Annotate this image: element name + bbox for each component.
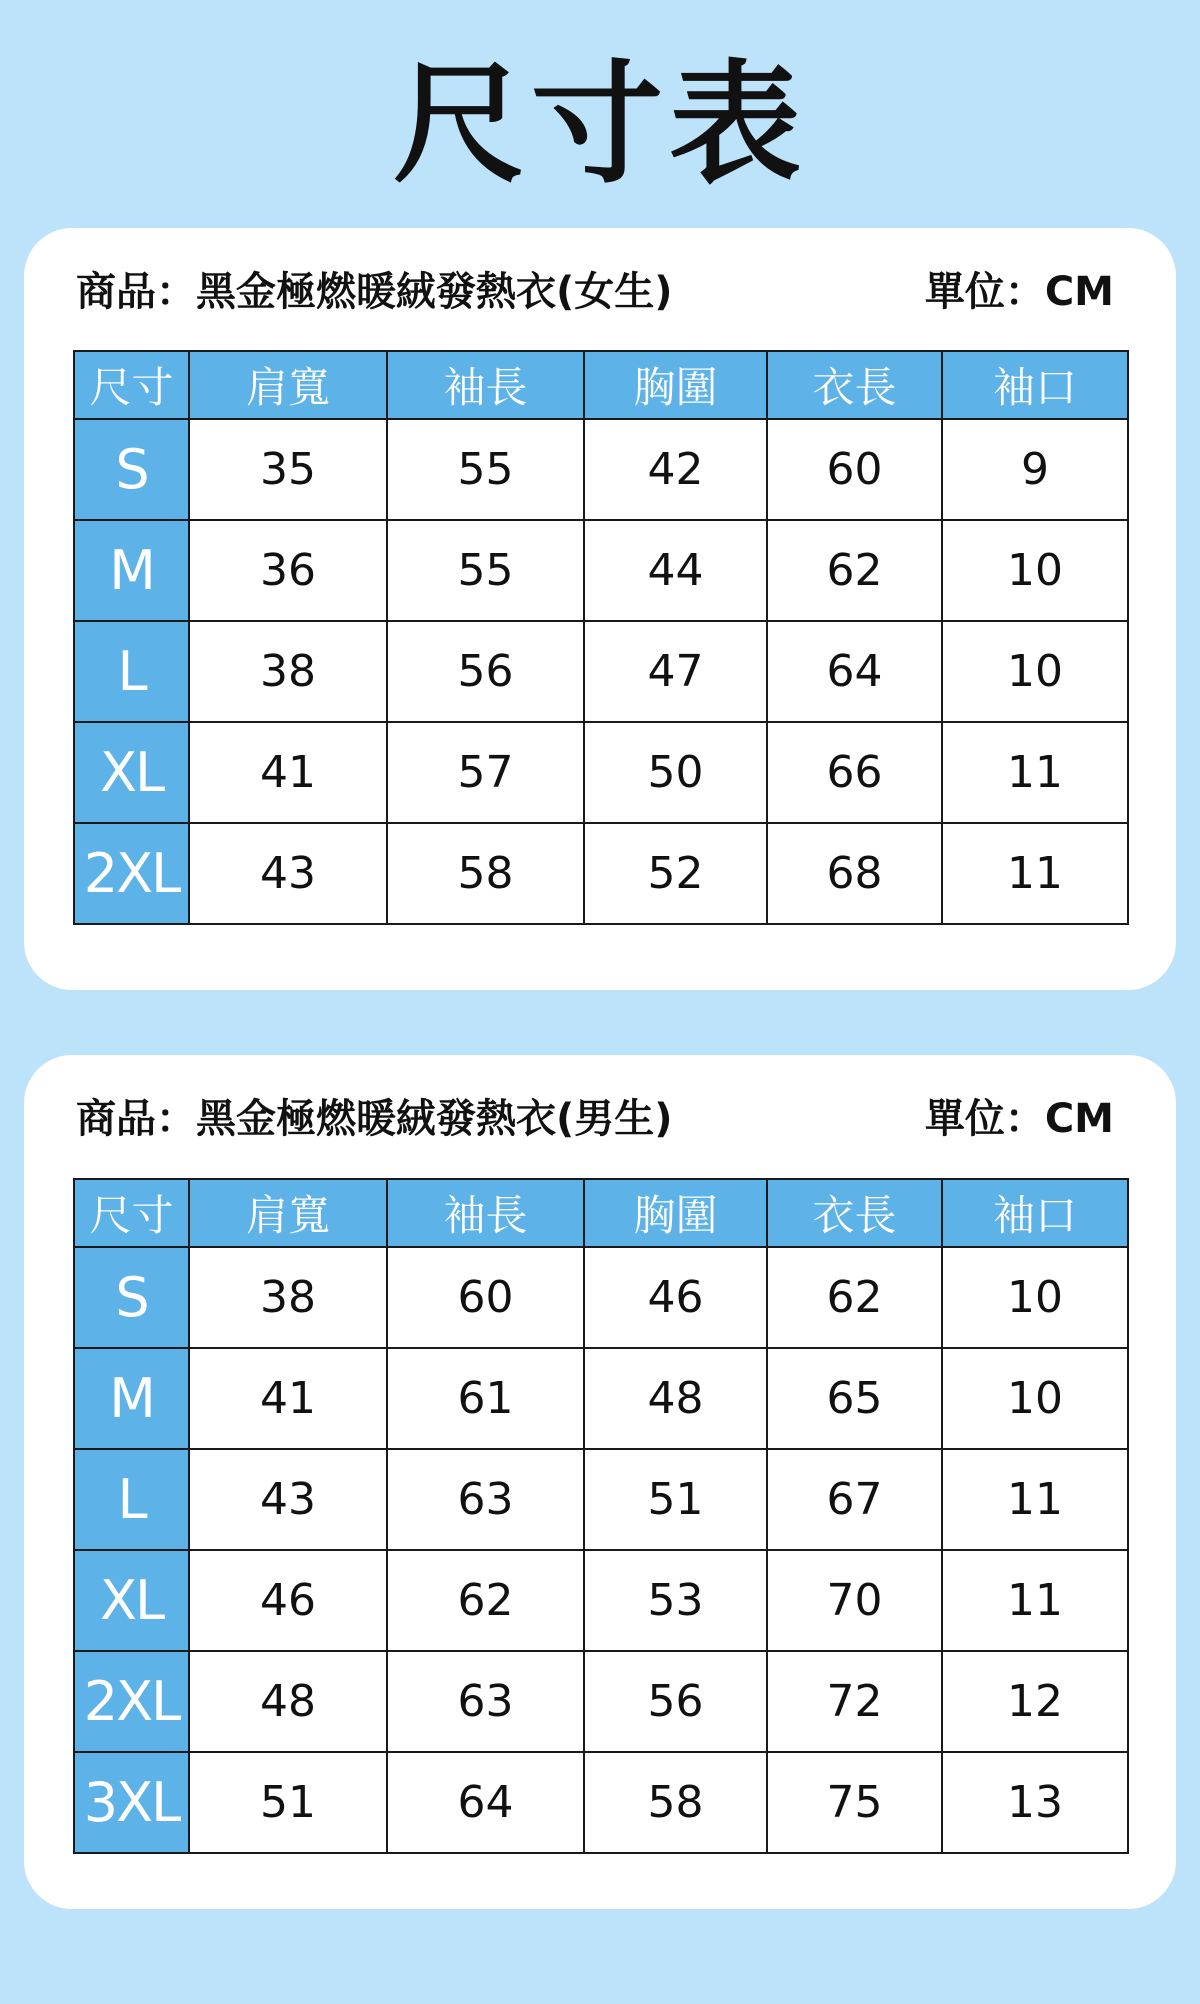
measurement-cell: 48 bbox=[189, 1651, 387, 1752]
measurement-cell: 57 bbox=[387, 722, 584, 823]
measurement-cell: 72 bbox=[767, 1651, 942, 1752]
table-row bbox=[74, 621, 1128, 722]
measurement-cell: 53 bbox=[584, 1550, 767, 1651]
measurement-cell: 64 bbox=[387, 1752, 584, 1853]
measurement-cell: 36 bbox=[189, 520, 387, 621]
size-table bbox=[73, 350, 1129, 925]
measurement-cell: 43 bbox=[189, 1449, 387, 1550]
product-name: 商品：黑金極燃暖絨發熱衣(女生) bbox=[76, 269, 673, 315]
measurement-cell: 75 bbox=[767, 1752, 942, 1853]
measurement-cell: 11 bbox=[942, 823, 1128, 924]
measurement-cell: 11 bbox=[942, 1449, 1128, 1550]
measurement-cell: 46 bbox=[584, 1247, 767, 1348]
size-label-cell: L bbox=[74, 621, 189, 722]
measurement-cell: 55 bbox=[387, 520, 584, 621]
size-label-cell: 2XL bbox=[74, 1651, 189, 1752]
measurement-cell: 41 bbox=[189, 1348, 387, 1449]
size-label-cell: L bbox=[74, 1449, 189, 1550]
measurement-cell: 44 bbox=[584, 520, 767, 621]
measurement-cell: 46 bbox=[189, 1550, 387, 1651]
measurement-cell: 70 bbox=[767, 1550, 942, 1651]
measurement-cell: 61 bbox=[387, 1348, 584, 1449]
measurement-cell: 35 bbox=[189, 419, 387, 520]
table-row bbox=[74, 520, 1128, 621]
column-header: 尺寸 bbox=[74, 1179, 189, 1247]
measurement-cell: 67 bbox=[767, 1449, 942, 1550]
page-title: 尺寸表 bbox=[393, 48, 807, 202]
column-header: 袖口 bbox=[942, 1179, 1128, 1247]
measurement-cell: 48 bbox=[584, 1348, 767, 1449]
measurement-cell: 11 bbox=[942, 1550, 1128, 1651]
measurement-cell: 68 bbox=[767, 823, 942, 924]
measurement-cell: 52 bbox=[584, 823, 767, 924]
column-header: 肩寬 bbox=[189, 351, 387, 419]
measurement-cell: 60 bbox=[387, 1247, 584, 1348]
table-header-row bbox=[74, 1179, 1128, 1247]
size-label-cell: 2XL bbox=[74, 823, 189, 924]
size-label-cell: S bbox=[74, 419, 189, 520]
measurement-cell: 10 bbox=[942, 520, 1128, 621]
measurement-cell: 12 bbox=[942, 1651, 1128, 1752]
measurement-cell: 42 bbox=[584, 419, 767, 520]
measurement-cell: 55 bbox=[387, 419, 584, 520]
measurement-cell: 56 bbox=[387, 621, 584, 722]
column-header: 胸圍 bbox=[584, 1179, 767, 1247]
measurement-cell: 10 bbox=[942, 1348, 1128, 1449]
table-row bbox=[74, 1651, 1128, 1752]
table-row bbox=[74, 1449, 1128, 1550]
size-label-cell: S bbox=[74, 1247, 189, 1348]
column-header: 衣長 bbox=[767, 351, 942, 419]
size-label-cell: M bbox=[74, 520, 189, 621]
table-row bbox=[74, 722, 1128, 823]
measurement-cell: 62 bbox=[767, 520, 942, 621]
measurement-cell: 47 bbox=[584, 621, 767, 722]
table-row bbox=[74, 419, 1128, 520]
size-label-cell: M bbox=[74, 1348, 189, 1449]
measurement-cell: 56 bbox=[584, 1651, 767, 1752]
size-label-cell: XL bbox=[74, 722, 189, 823]
measurement-cell: 38 bbox=[189, 1247, 387, 1348]
measurement-cell: 63 bbox=[387, 1651, 584, 1752]
measurement-cell: 41 bbox=[189, 722, 387, 823]
measurement-cell: 58 bbox=[584, 1752, 767, 1853]
table-row bbox=[74, 823, 1128, 924]
column-header: 袖口 bbox=[942, 351, 1128, 419]
table-row bbox=[74, 1752, 1128, 1853]
column-header: 胸圍 bbox=[584, 351, 767, 419]
column-header: 肩寬 bbox=[189, 1179, 387, 1247]
size-card-women bbox=[24, 228, 1176, 990]
unit-label: 單位：CM bbox=[924, 269, 1114, 315]
measurement-cell: 62 bbox=[767, 1247, 942, 1348]
measurement-cell: 50 bbox=[584, 722, 767, 823]
table-row bbox=[74, 1247, 1128, 1348]
measurement-cell: 10 bbox=[942, 621, 1128, 722]
measurement-cell: 66 bbox=[767, 722, 942, 823]
measurement-cell: 43 bbox=[189, 823, 387, 924]
measurement-cell: 38 bbox=[189, 621, 387, 722]
product-name: 商品：黑金極燃暖絨發熱衣(男生) bbox=[76, 1096, 673, 1142]
table-row bbox=[74, 1550, 1128, 1651]
column-header: 衣長 bbox=[767, 1179, 942, 1247]
unit-label: 單位：CM bbox=[924, 1096, 1114, 1142]
measurement-cell: 62 bbox=[387, 1550, 584, 1651]
column-header: 袖長 bbox=[387, 1179, 584, 1247]
column-header: 尺寸 bbox=[74, 351, 189, 419]
size-label-cell: XL bbox=[74, 1550, 189, 1651]
measurement-cell: 10 bbox=[942, 1247, 1128, 1348]
size-label-cell: 3XL bbox=[74, 1752, 189, 1853]
measurement-cell: 63 bbox=[387, 1449, 584, 1550]
size-card-men bbox=[24, 1055, 1176, 1909]
measurement-cell: 64 bbox=[767, 621, 942, 722]
size-table bbox=[73, 1178, 1129, 1854]
measurement-cell: 11 bbox=[942, 722, 1128, 823]
measurement-cell: 13 bbox=[942, 1752, 1128, 1853]
measurement-cell: 58 bbox=[387, 823, 584, 924]
measurement-cell: 51 bbox=[189, 1752, 387, 1853]
measurement-cell: 60 bbox=[767, 419, 942, 520]
table-header-row bbox=[74, 351, 1128, 419]
measurement-cell: 51 bbox=[584, 1449, 767, 1550]
measurement-cell: 9 bbox=[942, 419, 1128, 520]
measurement-cell: 65 bbox=[767, 1348, 942, 1449]
column-header: 袖長 bbox=[387, 351, 584, 419]
table-row bbox=[74, 1348, 1128, 1449]
